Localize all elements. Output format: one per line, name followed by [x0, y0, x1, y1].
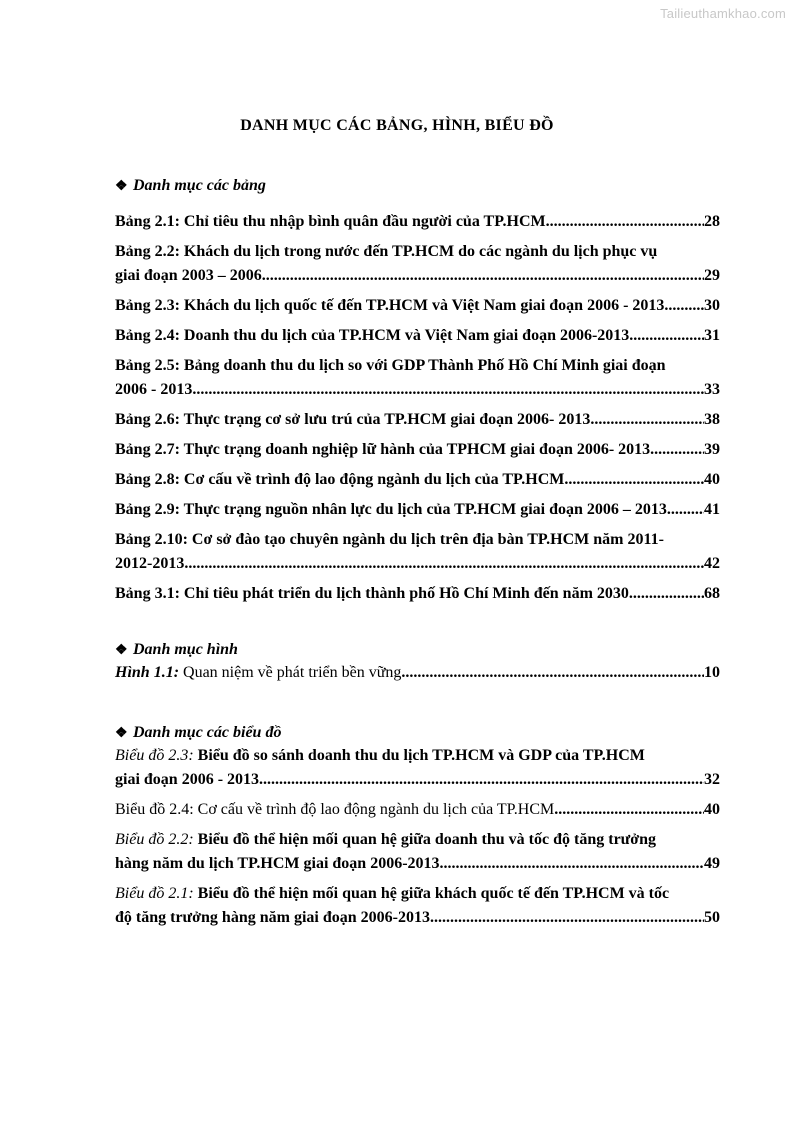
tables-section-header	[115, 175, 720, 197]
dot-leader	[259, 768, 704, 792]
dot-leader	[629, 582, 704, 606]
entry-prefix: Biểu đồ 2.2:	[115, 831, 194, 848]
toc-entry-bang-2-10[interactable]	[115, 528, 720, 576]
toc-entry-bang-2-9[interactable]	[115, 498, 720, 522]
dot-leader	[262, 264, 704, 288]
entry-prefix: Biểu đồ 2.4:	[115, 801, 194, 818]
diamond-bullet-icon: ❖	[115, 179, 128, 194]
page-number: 41	[704, 501, 720, 518]
entry-text: Bảng 2.8: Cơ cấu về trình độ lao động ngành du lịch của TP.HCM	[115, 471, 565, 488]
entry-title: Biểu đồ thể hiện mối quan hệ giữa khách quốc tế đến TP.HCM và tốc	[193, 885, 670, 902]
entry-title: Biểu đồ so sánh doanh thu du lịch TP.HCM và GDP của TP.HCM	[193, 747, 645, 764]
entry-title: Biểu đồ thể hiện mối quan hệ giữa doanh thu và tốc độ tăng trưởng	[193, 831, 657, 848]
entry-text-line1: Bảng 2.2: Khách du lịch trong nước đến TP.HCM do các ngành du lịch phục vụ	[115, 243, 658, 260]
toc-entry-bang-2-6[interactable]	[115, 408, 720, 432]
dot-leader	[590, 408, 704, 432]
page-number: 31	[704, 327, 720, 344]
page-number: 33	[704, 381, 720, 398]
watermark: Tailieuthamkhao.com	[660, 6, 786, 21]
dot-leader	[440, 852, 704, 876]
charts-section-header	[115, 722, 720, 744]
entry-text: 2006 - 2013	[115, 381, 193, 398]
dot-leader	[401, 661, 704, 685]
entry-prefix: Biểu đồ 2.1:	[115, 885, 194, 902]
diamond-bullet-icon: ❖	[115, 643, 128, 658]
entry-text: Bảng 2.9: Thực trạng nguồn nhân lực du lịch của TP.HCM giai đoạn 2006 – 2013	[115, 501, 667, 518]
charts-section-title: Danh mục các biểu đồ	[133, 724, 282, 741]
figures-section-header	[115, 639, 720, 661]
page-number: 40	[704, 471, 720, 488]
page-number: 32	[704, 771, 720, 788]
entry-text-line1: Bảng 2.10: Cơ sở đào tạo chuyên ngành du lịch trên địa bàn TP.HCM năm 2011-	[115, 531, 664, 548]
page-number: 68	[704, 585, 720, 602]
figures-section	[115, 639, 720, 691]
dot-leader	[564, 468, 704, 492]
entry-text: độ tăng trưởng hàng năm giai đoạn 2006-2013	[115, 909, 430, 926]
dot-leader	[430, 906, 704, 930]
entry-text: Bảng 3.1: Chỉ tiêu phát triển du lịch thành phố Hồ Chí Minh đến năm 2030	[115, 585, 629, 602]
entry-text: Bảng 2.7: Thực trạng doanh nghiệp lữ hành của TPHCM giai đoạn 2006- 2013	[115, 441, 651, 458]
dot-leader	[184, 552, 704, 576]
entry-title: Cơ cấu về trình độ lao động ngành du lịch của TP.HCM	[193, 801, 555, 818]
dot-leader	[192, 378, 704, 402]
toc-entry-bang-2-1[interactable]	[115, 210, 720, 234]
entry-text: Bảng 2.3: Khách du lịch quốc tế đến TP.HCM và Việt Nam giai đoạn 2006 - 2013	[115, 297, 665, 314]
toc-entry-bang-2-2[interactable]	[115, 240, 720, 288]
diamond-bullet-icon: ❖	[115, 726, 128, 741]
toc-entry-bieu-do-2-2[interactable]	[115, 828, 720, 876]
page-number: 29	[704, 267, 720, 284]
toc-entry-bieu-do-2-3[interactable]	[115, 744, 720, 792]
entry-text-line1	[115, 828, 720, 852]
entry-prefix: Hình 1.1:	[115, 664, 180, 681]
page-number: 38	[704, 411, 720, 428]
entry-title: Quan niệm về phát triển bền vững	[179, 664, 402, 681]
entry-text: 2012-2013	[115, 555, 185, 572]
tables-section-title: Danh mục các bảng	[133, 177, 266, 194]
page-number: 50	[704, 909, 720, 926]
charts-section	[115, 722, 720, 936]
entry-prefix: Biểu đồ 2.3:	[115, 747, 194, 764]
page-number: 10	[704, 664, 720, 681]
entry-text: giai đoạn 2006 - 2013	[115, 771, 260, 788]
toc-entry-bang-2-5[interactable]	[115, 354, 720, 402]
page-number: 30	[704, 297, 720, 314]
toc-entry-bieu-do-2-4[interactable]	[115, 798, 720, 822]
dot-leader	[546, 210, 704, 234]
entry-text: giai đoạn 2003 – 2006	[115, 267, 262, 284]
dot-leader	[667, 498, 704, 522]
entry-text	[115, 798, 554, 822]
toc-entry-bang-2-3[interactable]	[115, 294, 720, 318]
tables-section	[115, 175, 720, 612]
toc-entry-bang-3-1[interactable]	[115, 582, 720, 606]
entry-text: Bảng 2.4: Doanh thu du lịch của TP.HCM và Việt Nam giai đoạn 2006-2013	[115, 327, 630, 344]
entry-text	[115, 661, 401, 685]
entry-text: Bảng 2.6: Thực trạng cơ sở lưu trú của TP.HCM giai đoạn 2006- 2013	[115, 411, 591, 428]
figures-section-title: Danh mục hình	[133, 641, 238, 658]
entry-text: hàng năm du lịch TP.HCM giai đoạn 2006-2013	[115, 855, 440, 872]
entry-text-line1	[115, 882, 720, 906]
page-number: 42	[704, 555, 720, 572]
dot-leader	[554, 798, 704, 822]
dot-leader	[629, 324, 704, 348]
dot-leader	[664, 294, 704, 318]
page-number: 40	[704, 801, 720, 818]
dot-leader	[650, 438, 704, 462]
page-number: 28	[704, 213, 720, 230]
toc-entry-bang-2-4[interactable]	[115, 324, 720, 348]
toc-entry-bang-2-7[interactable]	[115, 438, 720, 462]
toc-entry-bang-2-8[interactable]	[115, 468, 720, 492]
entry-text-line1	[115, 744, 720, 768]
page-number: 39	[704, 441, 720, 458]
entry-text-line1: Bảng 2.5: Bảng doanh thu du lịch so với GDP Thành Phố Hồ Chí Minh giai đoạn	[115, 357, 666, 374]
toc-entry-hinh-1-1[interactable]	[115, 661, 720, 685]
toc-entry-bieu-do-2-1[interactable]	[115, 882, 720, 930]
entry-text: Bảng 2.1: Chỉ tiêu thu nhập bình quân đầu người của TP.HCM	[115, 213, 546, 230]
page-number: 49	[704, 855, 720, 872]
page-title: DANH MỤC CÁC BẢNG, HÌNH, BIỂU ĐỒ	[240, 117, 554, 134]
